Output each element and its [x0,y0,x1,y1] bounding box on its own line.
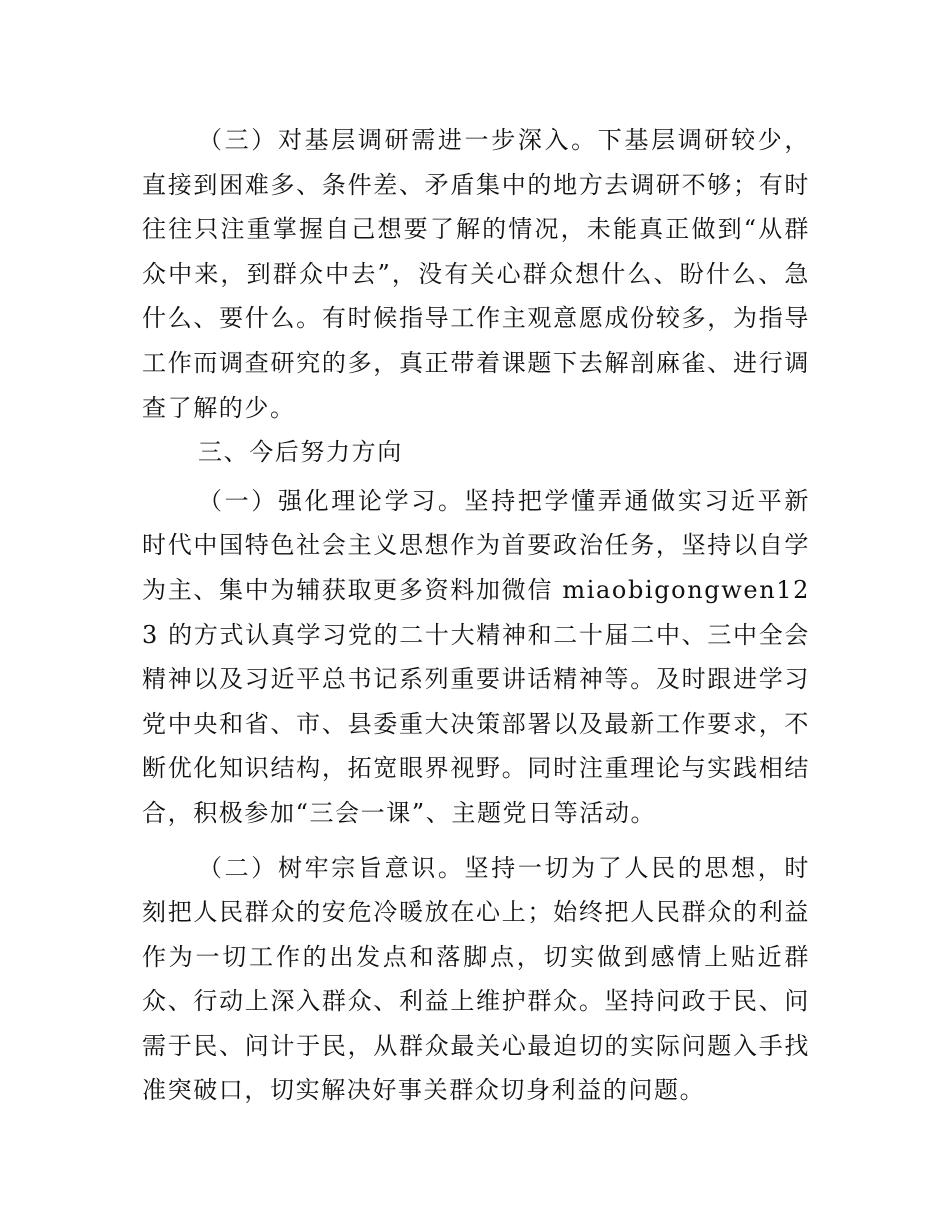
paragraph-purpose-awareness: （二）树牢宗旨意识。坚持一切为了人民的思想，时刻把人民群众的安危冷暖放在心上；始终把人民群众的利益作为一切工作的出发点和落脚点，切实做到感情上贴近群众、行动上深入群众、利益上维护群众。坚持问政于民、问需于民、问计于民，从群众最关心最迫切的实际问题入手找准突破口，切实解决好事关群众切身利益的问题。 [142,853,810,1105]
section-heading-future-direction: 三、今后努力方向 [198,438,403,467]
paragraph-theory-study: （一）强化理论学习。坚持把学懂弄通做实习近平新时代中国特色社会主义思想作为首要政治任务，坚持以自学为主、集中为辅获取更多资料加微信 miaobigongwen123 的方式认真学习党的二十大精神和二十届二中、三中全会精神以及习近平总书记系列重要讲话精神等。及时跟进学习党中央和省、市、县委重大决策部署以及最新工作要求，不断优化知识结构，拓宽眼界视野。同时注重理论与实践相结合，积极参加“三会一课”、主题党日等活动。 [142,486,810,827]
paragraph-research-shortcoming: （三）对基层调研需进一步深入。下基层调研较少，直接到困难多、条件差、矛盾集中的地方去调研不够；有时往往只注重掌握自己想要了解的情况，未能真正做到“从群众中来，到群众中去”，没有关心群众想什么、盼什么、急什么、要什么。有时候指导工作主观意愿成份较多，为指导工作而调查研究的多，真正带着课题下去解剖麻雀、进行调查了解的少。 [142,126,810,422]
document-body [142,118,810,1113]
